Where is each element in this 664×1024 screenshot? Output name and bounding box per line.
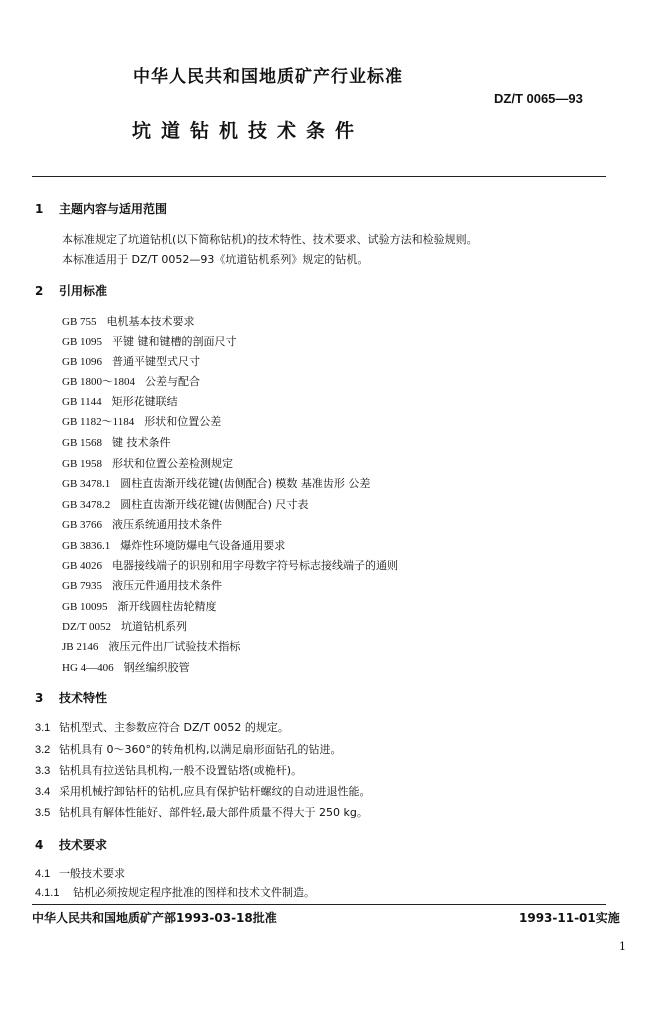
reference-code: GB 1568 — [62, 437, 103, 449]
reference-item — [62, 537, 285, 553]
page-number: 1 — [619, 940, 626, 953]
reference-name: 钢丝编织胶管 — [123, 661, 190, 674]
reference-item — [62, 516, 222, 532]
clause-number: 4.1.1 — [35, 887, 60, 899]
clause-text: 钻机必须按规定程序批准的图样和技术文件制造。 — [73, 886, 315, 899]
section-title: 引用标准 — [59, 284, 108, 298]
reference-name: 普通平键型式尺寸 — [112, 355, 201, 368]
section-number: 2 — [35, 284, 44, 298]
clause-text: 钻机具有拉送钻具机构,一般不设置钻塔(或桅杆)。 — [59, 764, 303, 777]
section-1-paragraph: 本标准适用于 DZ/T 0052—93《坑道钻机系列》规定的钻机。 — [62, 253, 369, 266]
reference-code: GB 3836.1 — [62, 540, 111, 552]
reference-code: GB 755 — [62, 316, 97, 328]
section-3-heading — [35, 689, 107, 706]
clause-number: 3.1 — [35, 722, 51, 734]
clause-text: 钻机具有 0～360°的转角机构,以满足扇形面钻孔的钻进。 — [59, 743, 342, 756]
clause-number: 3.5 — [35, 807, 51, 819]
reference-item — [62, 455, 233, 471]
section-number: 1 — [35, 202, 44, 216]
reference-code: JB 2146 — [62, 641, 99, 653]
reference-item — [62, 638, 240, 654]
clause-text: 钻机型式、主参数应符合 DZ/T 0052 的规定。 — [59, 721, 289, 734]
clause-number: 4.1 — [35, 868, 51, 880]
header-divider — [32, 176, 606, 177]
reference-item — [62, 496, 308, 512]
reference-code: GB 1958 — [62, 458, 103, 470]
reference-code: GB 3478.2 — [62, 499, 111, 511]
reference-code: GB 1095 — [62, 336, 103, 348]
reference-name: 矩形花键联结 — [111, 395, 178, 408]
reference-code: GB 1182～1184 — [62, 416, 135, 428]
reference-name: 渐开线圆柱齿轮精度 — [117, 600, 217, 613]
standard-code: DZ/T 0065—93 — [494, 91, 583, 106]
reference-name: 公差与配合 — [145, 375, 201, 388]
section-4-heading — [35, 836, 107, 853]
reference-item — [62, 413, 221, 429]
reference-code: DZ/T 0052 — [62, 621, 111, 633]
clause-number: 3.3 — [35, 765, 51, 777]
footer-divider — [32, 904, 606, 905]
reference-item — [62, 618, 187, 634]
clause-item — [35, 719, 289, 735]
reference-item — [62, 373, 200, 389]
clause-item — [35, 762, 302, 778]
clause-number: 3.2 — [35, 744, 51, 756]
clause-item — [35, 741, 342, 757]
reference-name: 圆柱直齿渐开线花键(齿侧配合) 尺寸表 — [120, 498, 309, 511]
section-title: 主题内容与适用范围 — [59, 202, 168, 216]
clause-number: 3.4 — [35, 786, 51, 798]
reference-code: GB 1800～1804 — [62, 376, 136, 388]
section-number: 3 — [35, 691, 44, 705]
approval-line: 中华人民共和国地质矿产部1993-03-18批准 — [32, 911, 277, 925]
reference-name: 形状和位置公差检测规定 — [112, 457, 234, 470]
clause-item — [35, 783, 371, 799]
reference-name: 电器接线端子的识别和用字母数字符号标志接线端子的通则 — [112, 559, 399, 572]
reference-name: 爆炸性环境防爆电气设备通用要求 — [120, 539, 286, 552]
section-1-paragraph: 本标准规定了坑道钻机(以下简称钻机)的技术特性、技术要求、试验方法和检验规则。 — [62, 233, 478, 246]
reference-name: 液压系统通用技术条件 — [112, 518, 223, 531]
reference-code: GB 10095 — [62, 601, 108, 613]
clause-item — [35, 884, 315, 900]
reference-code: HG 4—406 — [62, 662, 114, 674]
reference-code: GB 3478.1 — [62, 478, 111, 490]
reference-item — [62, 353, 200, 369]
clause-item — [35, 865, 125, 881]
section-title: 技术特性 — [59, 691, 108, 705]
reference-code: GB 7935 — [62, 580, 103, 592]
reference-item — [62, 557, 398, 573]
reference-item — [62, 333, 237, 349]
section-title: 技术要求 — [59, 838, 108, 852]
reference-item — [62, 598, 217, 614]
reference-name: 平键 键和键槽的剖面尺寸 — [112, 335, 237, 348]
reference-item — [62, 475, 370, 491]
issuing-organization: 中华人民共和国地质矿产行业标准 — [133, 67, 403, 87]
reference-code: GB 1144 — [62, 396, 102, 408]
reference-item — [62, 577, 222, 593]
reference-name: 圆柱直齿渐开线花键(齿侧配合) 模数 基准齿形 公差 — [120, 477, 371, 490]
clause-text: 一般技术要求 — [59, 867, 125, 880]
reference-item — [62, 313, 195, 329]
reference-code: GB 3766 — [62, 519, 103, 531]
reference-name: 液压元件通用技术条件 — [112, 579, 223, 592]
reference-code: GB 4026 — [62, 560, 103, 572]
section-number: 4 — [35, 838, 44, 852]
section-1-heading — [35, 200, 167, 217]
section-2-heading — [35, 282, 107, 299]
reference-name: 电机基本技术要求 — [106, 315, 195, 328]
reference-name: 液压元件出厂试验技术指标 — [108, 640, 241, 653]
clause-item — [35, 804, 368, 820]
reference-name: 键 技术条件 — [112, 436, 171, 449]
reference-item — [62, 393, 178, 409]
reference-item — [62, 659, 190, 675]
clause-text: 采用机械拧卸钻杆的钻机,应具有保护钻杆螺纹的自动进退性能。 — [59, 785, 371, 798]
reference-name: 形状和位置公差 — [144, 415, 222, 428]
clause-text: 钻机具有解体性能好、部件轻,最大部件质量不得大于 250 kg。 — [59, 806, 368, 819]
document-title: 坑道钻机技术条件 — [132, 120, 365, 142]
reference-name: 坑道钻机系列 — [121, 620, 187, 633]
reference-code: GB 1096 — [62, 356, 103, 368]
reference-item — [62, 434, 171, 450]
implementation-date: 1993-11-01实施 — [519, 911, 620, 925]
